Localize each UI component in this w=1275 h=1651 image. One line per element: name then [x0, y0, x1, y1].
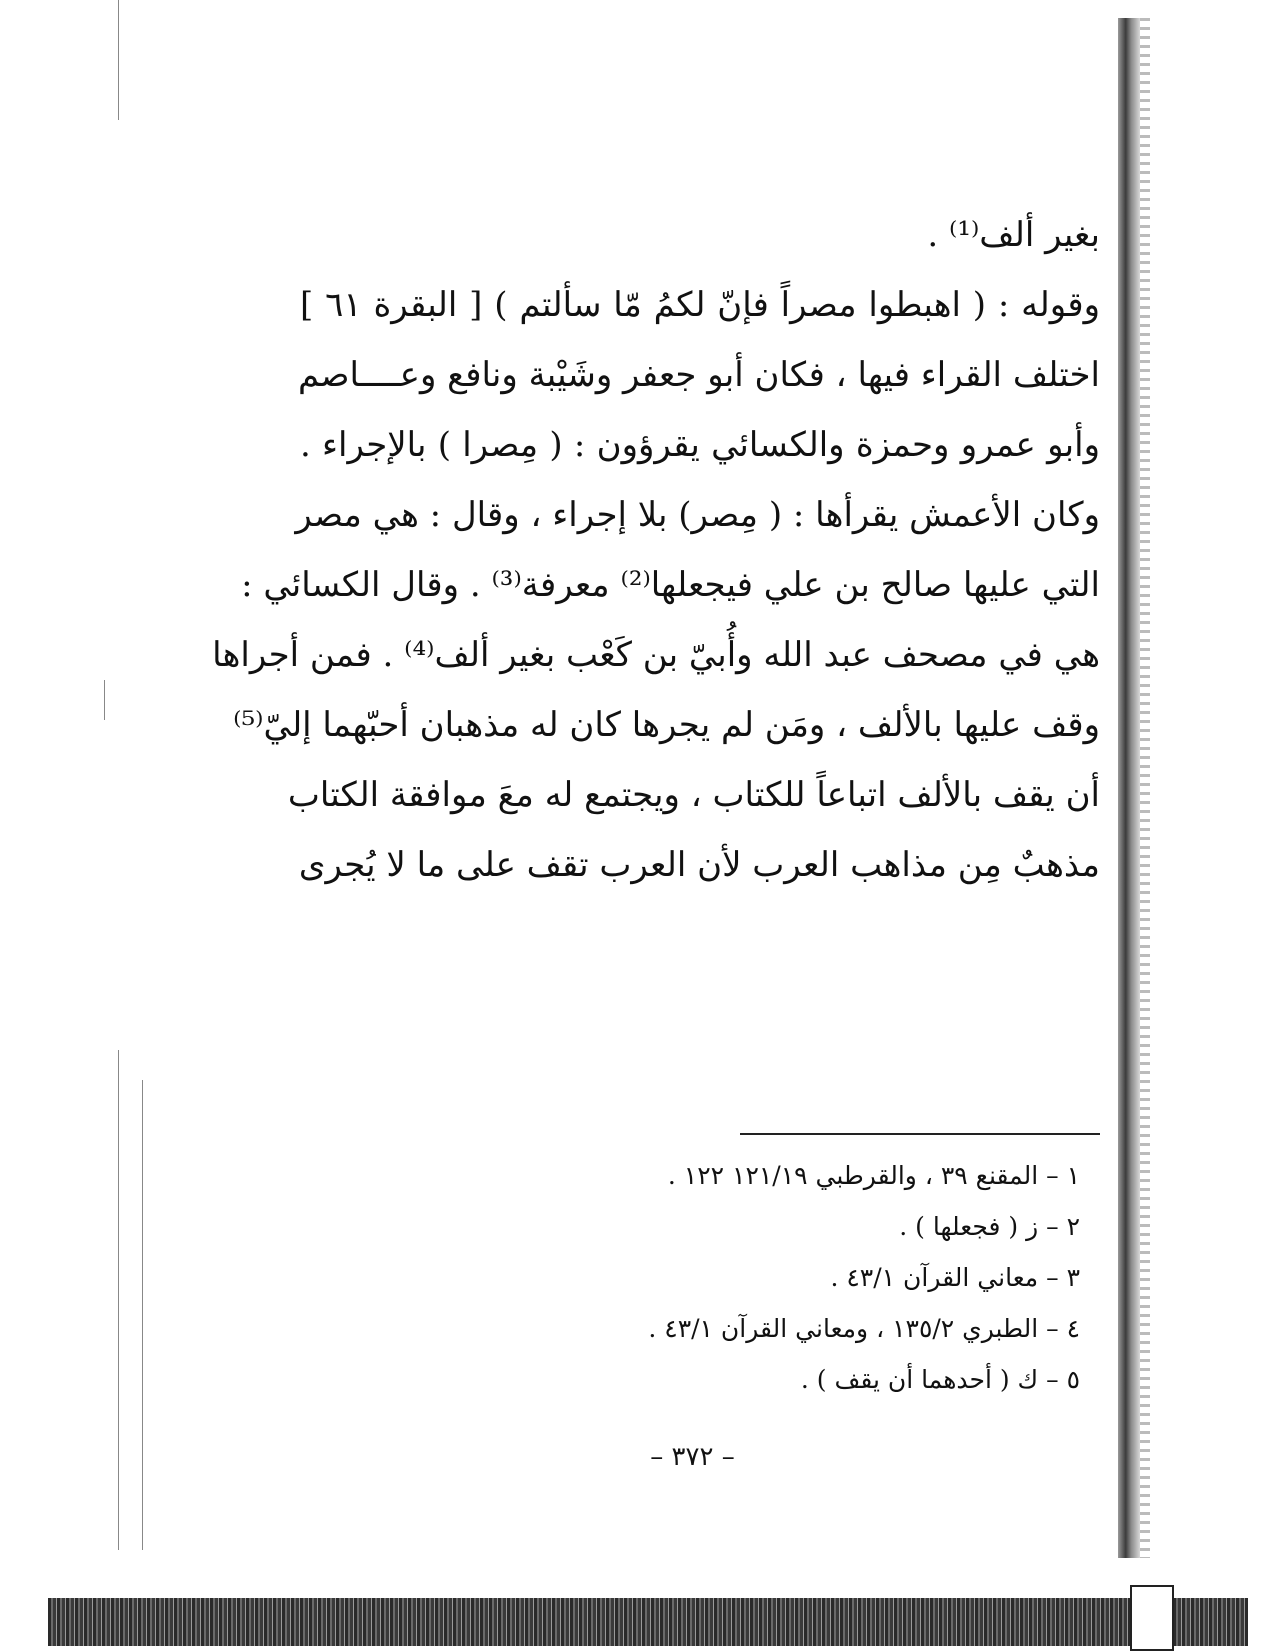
- scan-bottom-band: [48, 1598, 1248, 1646]
- text-line: وقف عليها بالألف ، ومَن لم يجرها كان له مذهبان أحبّهما إليّ⁽⁵⁾: [233, 705, 1100, 745]
- margin-mark: [142, 1080, 143, 1550]
- text-line: أن يقف بالألف اتباعاً للكتاب ، ويجتمع له معَ موافقة الكتاب: [287, 775, 1100, 815]
- text-line: مذهبٌ مِن مذاهب العرب لأن العرب تقف على ما لا يُجرى: [298, 845, 1100, 885]
- footnote-separator: [740, 1133, 1100, 1135]
- margin-mark: [104, 680, 105, 720]
- footnote: ٥ – ك ( أحدهما أن يقف ) .: [800, 1365, 1080, 1394]
- scan-bottom-tab: [1130, 1585, 1174, 1651]
- book-spine-shadow: [1118, 18, 1140, 1558]
- text-line: وكان الأعمش يقرأها : ( مِصر) بلا إجراء ، وقال : هي مصر: [295, 495, 1100, 535]
- footnote: ٤ – الطبري ١٣٥/٢ ، ومعاني القرآن ٤٣/١ .: [648, 1314, 1080, 1343]
- body-text: [212, 200, 1100, 900]
- text-line: التي عليها صالح بن علي فيجعلها⁽²⁾ معرفة⁽³⁾ . وقال الكسائي :: [241, 565, 1100, 605]
- margin-mark: [118, 1050, 119, 1550]
- text-line: اختلف القراء فيها ، فكان أبو جعفر وشَيْبة ونافع وعــــاصم: [297, 355, 1100, 395]
- footnote: ٢ – ز ( فجعلها ) .: [899, 1212, 1080, 1241]
- margin-mark: [118, 0, 119, 120]
- page-number-text: – ٣٧٢ –: [650, 1442, 735, 1472]
- text-line: بغير ألف⁽¹⁾ .: [927, 215, 1100, 255]
- text-line: هي في مصحف عبد الله وأُبيّ بن كَعْب بغير ألف⁽⁴⁾ . فمن أجراها: [212, 635, 1100, 675]
- page-edge: [1140, 18, 1150, 1558]
- page-number: [0, 1442, 1275, 1472]
- text-line: وقوله : ( اهبطوا مصراً فإنّ لكمُ مّا سألتم ) [ البقرة ٦١ ]: [300, 285, 1100, 325]
- footnote: ٣ – معاني القرآن ٤٣/١ .: [830, 1263, 1080, 1292]
- footnotes: [520, 1150, 1080, 1405]
- footnote: ١ – المقنع ٣٩ ، والقرطبي ١٢١/١٩ ١٢٢ .: [667, 1161, 1080, 1190]
- text-line: وأبو عمرو وحمزة والكسائي يقرؤون : ( مِصرا ) بالإجراء .: [300, 425, 1100, 465]
